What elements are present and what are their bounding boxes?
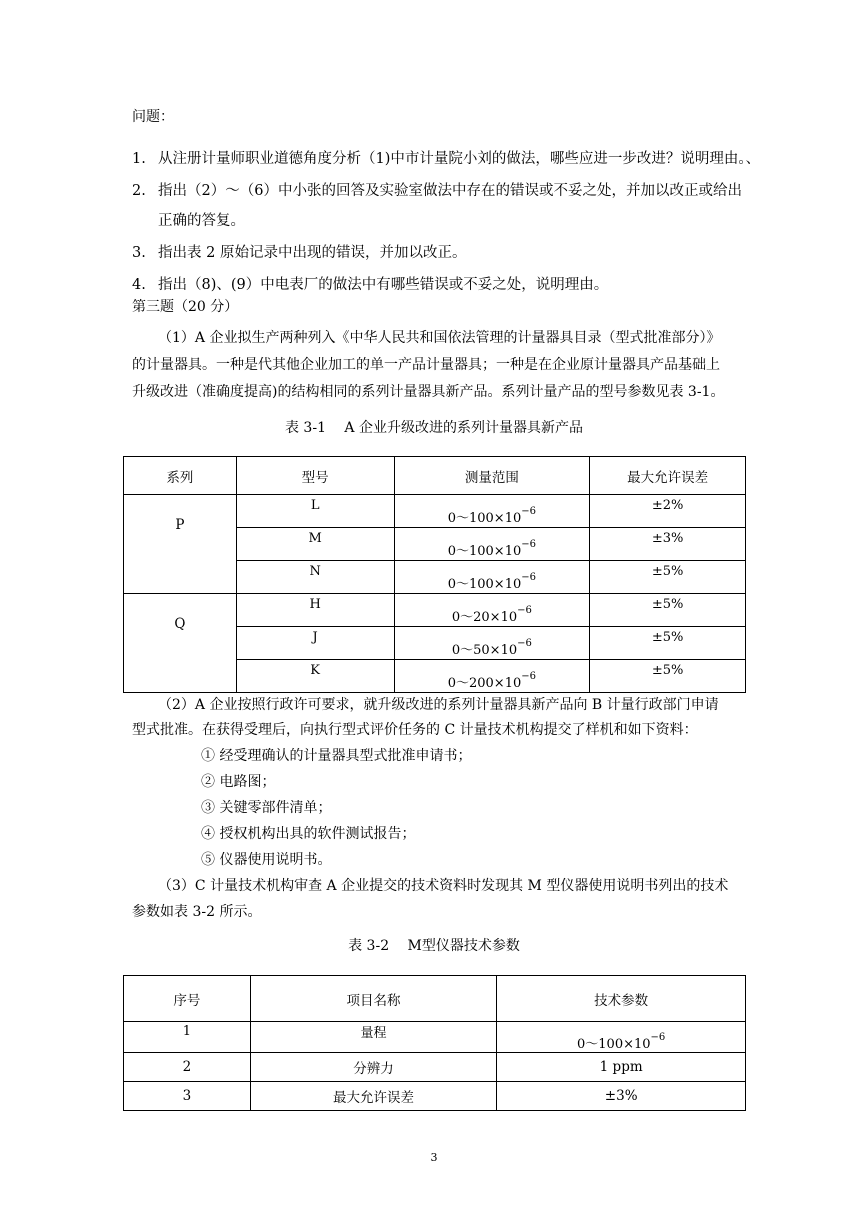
mpe-cell: ±3% (590, 528, 746, 561)
range-cell: $0\sim 100\times 10^{-6}$ (394, 528, 590, 561)
material-item: ① 经受理确认的计量器具型式批准申请书； (201, 748, 472, 764)
series-cell-p: P (124, 495, 237, 594)
table-row (124, 594, 746, 627)
mpe-cell: ±5% (590, 627, 746, 660)
question-text: 指出表 2 原始记录中出现的错误，并加以改正。 (158, 245, 467, 261)
model-cell: K (236, 660, 394, 693)
range-cell: $0\sim 100\times 10^{-6}$ (394, 561, 590, 594)
model-cell: H (236, 594, 394, 627)
question-number: 4. (132, 277, 146, 293)
para1-line2: 的计量器具。一种是代其他企业加工的单一产品计量器具；一种是在企业原计量器具产品基础上 (132, 357, 720, 373)
questions-header: 问题： (132, 109, 174, 125)
question-text: 从注册计量师职业道德角度分析（1)中市计量院小刘的做法，哪些应进一步改进？说明理由。、 (158, 151, 761, 167)
table-3-1 (123, 456, 746, 693)
range-cell: $0\sim 200\times 10^{-6}$ (394, 660, 590, 693)
item-cell: 分辨力 (250, 1053, 497, 1082)
header-model: 型号 (236, 457, 394, 495)
material-item: ② 电路图； (201, 774, 276, 790)
model-cell: L (236, 495, 394, 528)
para3-line2: 参数如表 3-2 所示。 (132, 904, 262, 920)
model-cell: M (236, 528, 394, 561)
no-cell: 2 (124, 1053, 251, 1082)
para3-line1: （3）C 计量技术机构审查 A 企业提交的技术资料时发现其 M 型仪器使用说明书列出的技术 (158, 878, 729, 894)
section-title: 第三题（20 分） (132, 299, 239, 315)
range-cell: $0\sim 50\times 10^{-6}$ (394, 627, 590, 660)
table1-caption: 表 3-1 A 企业升级改进的系列计量器具新产品 (284, 420, 583, 436)
header-param: 技术参数 (497, 976, 746, 1022)
header-item: 项目名称 (250, 976, 497, 1022)
question-4 (132, 273, 608, 294)
header-range: 测量范围 (394, 457, 590, 495)
table-3-2 (123, 975, 746, 1111)
mpe-cell: ±5% (590, 660, 746, 693)
para2-line1: （2）A 企业按照行政许可要求，就升级改进的系列计量器具新产品向 B 计量行政部门申请 (158, 697, 719, 713)
table-header-row (124, 976, 746, 1022)
table-row (124, 1022, 746, 1053)
para2-line2: 型式批准。在获得受理后，向执行型式评价任务的 C 计量技术机构提交了样机和如下资料： (132, 722, 698, 738)
item-cell: 量程 (250, 1022, 497, 1053)
header-no: 序号 (124, 976, 251, 1022)
table-row (124, 1082, 746, 1111)
question-2-continued: 正确的答复。 (158, 213, 245, 229)
header-mpe: 最大允许误差 (590, 457, 746, 495)
para1-line1: （1）A 企业拟生产两种列入《中华人民共和国依法管理的计量器具目录（型式批准部分）》 (158, 330, 721, 346)
param-cell: 1 ppm (497, 1053, 746, 1082)
range-cell: $0\sim 20\times 10^{-6}$ (394, 594, 590, 627)
series-cell-q: Q (124, 594, 237, 693)
no-cell: 1 (124, 1022, 251, 1053)
page-number: 3 (430, 1151, 438, 1164)
mpe-cell: ±5% (590, 561, 746, 594)
question-number: 1. (132, 151, 146, 167)
table-header-row (124, 457, 746, 495)
material-item: ③ 关键零部件清单； (201, 800, 332, 816)
param-cell: ±3% (497, 1082, 746, 1111)
table2-caption: 表 3-2 M型仪器技术参数 (348, 938, 520, 954)
material-item: ④ 授权机构出具的软件测试报告； (201, 826, 416, 842)
question-1 (132, 147, 760, 168)
mpe-cell: ±2% (590, 495, 746, 528)
model-cell: J (236, 627, 394, 660)
question-number: 3. (132, 245, 146, 261)
header-series: 系列 (124, 457, 237, 495)
model-cell: N (236, 561, 394, 594)
question-2 (132, 179, 742, 200)
table-row (124, 1053, 746, 1082)
mpe-cell: ±5% (590, 594, 746, 627)
question-3 (132, 241, 466, 262)
para1-line3: 升级改进（准确度提高)的结构相同的系列计量器具新产品。系列计量产品的型号参数见表 3-1。 (132, 384, 725, 400)
range-cell: $0\sim 100\times 10^{-6}$ (394, 495, 590, 528)
question-number: 2. (132, 183, 146, 199)
question-text: 指出（2）～（6）中小张的回答及实验室做法中存在的错误或不妥之处，并加以改正或给出 (158, 183, 742, 199)
material-item: ⑤ 仪器使用说明书。 (201, 852, 332, 868)
question-text: 指出（8)、(9）中电表厂的做法中有哪些错误或不妥之处，说明理由。 (158, 277, 609, 293)
param-cell: $0\sim 100\times 10^{-6}$ (497, 1022, 746, 1053)
no-cell: 3 (124, 1082, 251, 1111)
table-row (124, 495, 746, 528)
item-cell: 最大允许误差 (250, 1082, 497, 1111)
